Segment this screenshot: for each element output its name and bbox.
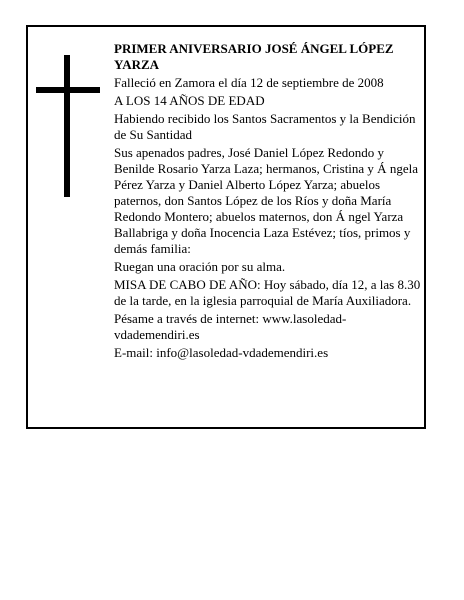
cross-horizontal-bar: [36, 87, 100, 93]
age-info: A LOS 14 AÑOS DE EDAD: [114, 93, 265, 108]
prayer-request: Ruegan una oración por su alma.: [114, 259, 286, 274]
obituary-frame: [26, 25, 426, 429]
obituary-title: PRIMER ANIVERSARIO JOSÉ ÁNGEL LÓPEZ YARZA: [114, 41, 394, 72]
family-list: Sus apenados padres, José Daniel López Redondo y Benilde Rosario Yarza Laza; hermanos, Cristina y Á ngela Pérez Yarza y Daniel Alberto López Yarza; abuelos paternos, don Santos López de los Ríos y doña María Redondo Montero; abuelos maternos, don Á ngel Yarza Ballabriga y doña Inocencia Laza Estévez; tíos, primos y demás familia:: [114, 145, 418, 256]
obituary-text: [114, 41, 424, 363]
mass-info: MISA DE CABO DE AÑO: Hoy sábado, día 12, a las 8.30 de la tarde, en la iglesia parroquial de María Auxiliadora.: [114, 277, 421, 308]
email-info: E-mail: info@lasoledad-vdademendiri.es: [114, 345, 329, 360]
condolences-info: Pésame a través de internet: www.lasoledad-vdademendiri.es: [114, 311, 347, 342]
cross-vertical-bar: [64, 55, 70, 197]
sacraments-info: Habiendo recibido los Santos Sacramentos y la Bendición de Su Santidad: [114, 111, 416, 142]
latin-cross-icon: [36, 55, 100, 197]
death-info: Falleció en Zamora el día 12 de septiembre de 2008: [114, 75, 384, 90]
